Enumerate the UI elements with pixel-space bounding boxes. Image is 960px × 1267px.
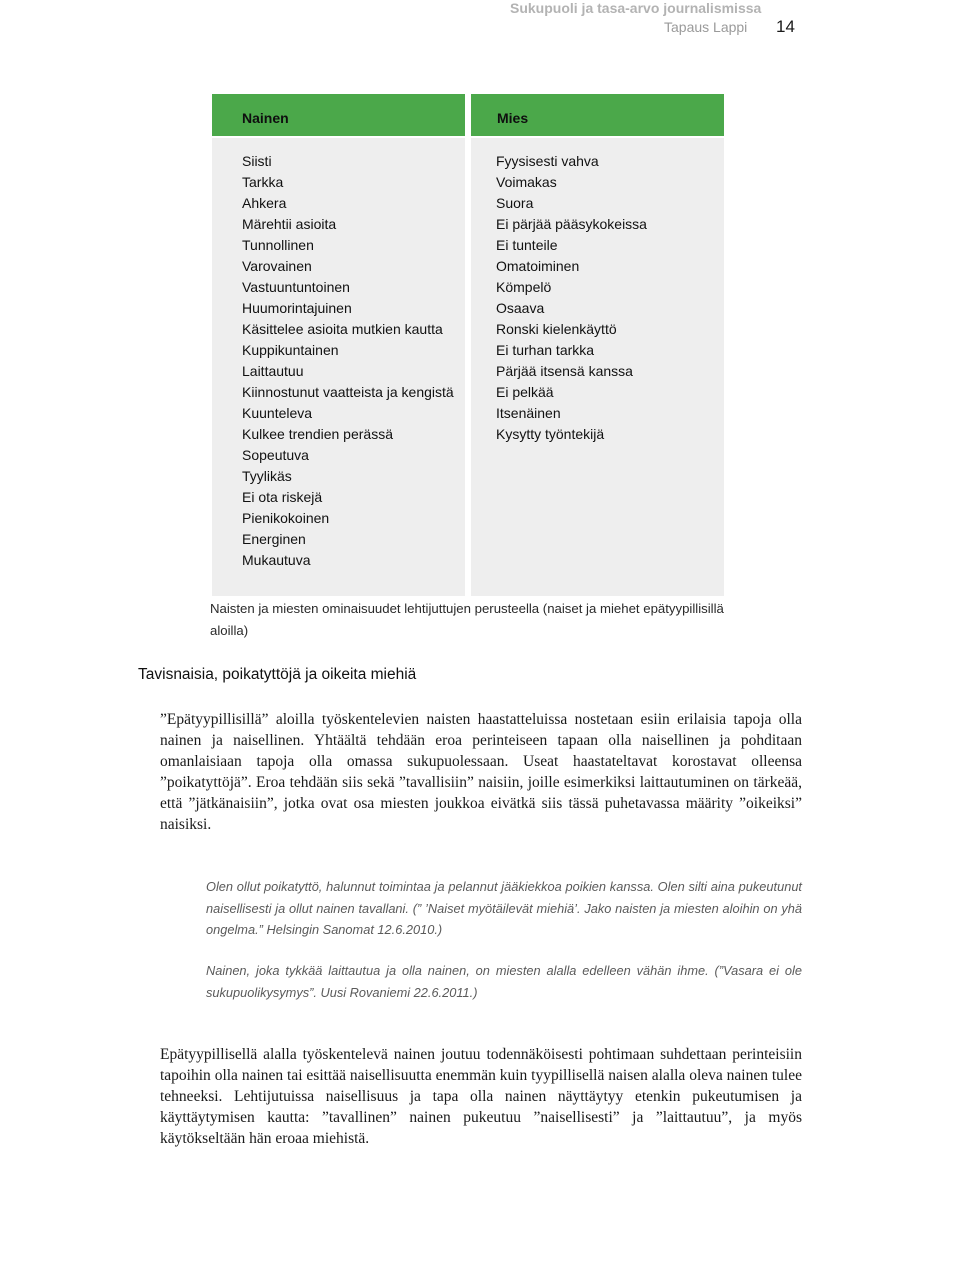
trait-item: Kuppikuntainen (242, 342, 339, 358)
trait-item: Siisti (242, 153, 272, 169)
trait-item: Kulkee trendien perässä (242, 426, 393, 442)
running-header-author: Tapaus Lappi (664, 19, 748, 35)
trait-item: Tyylikäs (242, 468, 292, 484)
woman-column-heading: Nainen (212, 94, 465, 136)
trait-item: Varovainen (242, 258, 312, 274)
trait-item: Pärjää itsensä kanssa (496, 363, 633, 379)
trait-item: Käsittelee asioita mutkien kautta (242, 321, 443, 337)
table-caption: Naisten ja miesten ominaisuudet lehtijuttujen perusteella (naiset ja miehet epätyypillisillä aloilla) (210, 601, 724, 638)
trait-item: Omatoiminen (496, 258, 580, 274)
man-column-heading: Mies (471, 94, 724, 136)
trait-item: Fyysisesti vahva (496, 153, 599, 169)
woman-traits-list (242, 151, 465, 571)
quote-2: Nainen, joka tykkää laittautua ja olla nainen, on miesten alalla edelleen vähän ihme. (”Vasara ei ole sukupuolikysymys”. Uusi Rovaniemi 22.6.2011.) (206, 963, 802, 1000)
trait-item: Osaava (496, 300, 545, 316)
trait-item: Kuunteleva (242, 405, 313, 421)
body-paragraph-2: Epätyypillisellä alalla työskentelevä nainen joutuu todennäköisesti pohtimaan suhdettaan perinteisiin tapoihin olla nainen tai esittää naisellisuutta enemmän kuin tyypillisellä naisen alalla oleva nainen tulee tehneeksi. Lehtijutuissa naisellisuus ja tapa olla nainen näyttäytyy etenkin pukeutumisen ja käyttäytymisen kautta: ”tavallinen” nainen pukeutuu ”naisellisesti” ja ”laittautuu”, ja myös käytökseltään hän eroaa miehistä. (160, 1046, 802, 1147)
trait-item: Sopeutuva (242, 447, 309, 463)
trait-item: Laittautuu (242, 363, 304, 379)
trait-item: Ahkera (242, 195, 287, 211)
trait-item: Ei pelkää (496, 384, 554, 400)
running-header-title: Sukupuoli ja tasa-arvo journalismissa (510, 0, 762, 16)
trait-item: Kiinnostunut vaatteista ja kengistä (242, 384, 454, 400)
trait-item: Mukautuva (242, 552, 311, 568)
trait-item: Ei pärjää pääsykokeissa (496, 216, 647, 232)
trait-item: Energinen (242, 531, 306, 547)
trait-item: Vastuuntuntoinen (242, 279, 350, 295)
trait-item: Kysytty työntekijä (496, 426, 605, 442)
traits-table (212, 94, 726, 594)
man-column (471, 94, 724, 594)
man-traits-list (496, 151, 724, 445)
man-column-body (471, 138, 724, 596)
trait-item: Voimakas (496, 174, 557, 190)
trait-item: Ei ota riskejä (242, 489, 323, 505)
trait-item: Märehtii asioita (242, 216, 337, 232)
woman-column-body (212, 138, 465, 596)
trait-item: Pienikokoinen (242, 510, 330, 526)
trait-item: Kömpelö (496, 279, 552, 295)
page-number: 14 (776, 17, 795, 36)
trait-item: Ronski kielenkäyttö (496, 321, 617, 337)
trait-item: Huumorintajuinen (242, 300, 352, 316)
trait-item: Ei tunteile (496, 237, 558, 253)
trait-item: Ei turhan tarkka (496, 342, 595, 358)
body-paragraph-1: ”Epätyypillisillä” aloilla työskentelevien naisten haastatteluissa nostetaan esiin erilaisia tapoja olla nainen ja naisellinen. Yhtäältä tehdään eroa perinteiseen tapaan olla naisellinen ja pohditaan omanlaisiaan tapoja olla omassa sukupuolessaan. Useat haastateltavat korostavat olleensa ”poikatyttöjä”. Eroa tehdään siis sekä ”tavallisiin” naisiin, joille esimerkiksi laittautuminen on tärkeää, että ”jätkänaisiin”, jotka ovat osa miesten joukkoa eivätkä siis tässä puhetavassa määrity ”oikeiksi” naisiksi. (160, 711, 802, 833)
woman-column (212, 94, 465, 594)
trait-item: Suora (496, 195, 534, 211)
quote-1: Olen ollut poikatyttö, halunnut toimintaa ja pelannut jääkiekkoa poikien kanssa. Olen silti aina pukeutunut naisellisesti ja ollut nainen tavallani. (” ’Naiset myötäilevät miehiä’. Jako naisten ja miesten aloihin on yhä ongelma.” Helsingin Sanomat 12.6.2010.) (206, 879, 802, 937)
section-heading: Tavisnaisia, poikatyttöjä ja oikeita miehiä (138, 666, 417, 683)
trait-item: Itsenäinen (496, 405, 561, 421)
trait-item: Tarkka (242, 174, 284, 190)
trait-item: Tunnollinen (242, 237, 314, 253)
